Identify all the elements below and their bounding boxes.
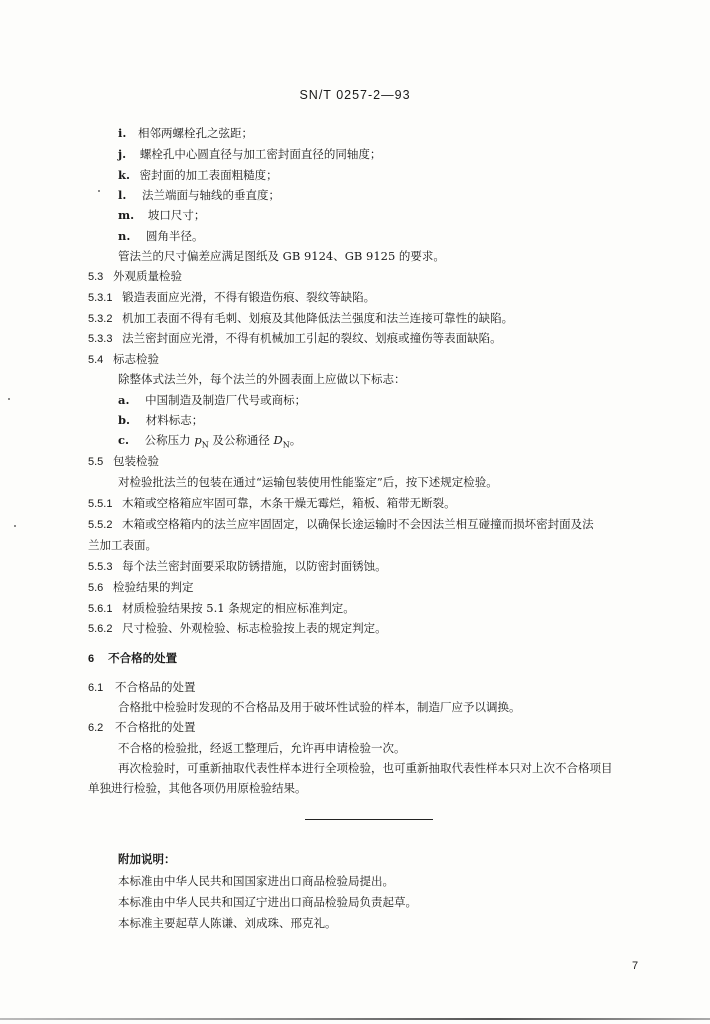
clause-text: 每个法兰密封面要采取防锈措施，以防密封面锈蚀。: [122, 559, 387, 573]
clause-text: 兰加工表面。: [88, 538, 157, 552]
clause-number: 5.3.2: [88, 313, 113, 325]
clause-number: 5.6.1: [88, 603, 113, 615]
list-label: l.: [118, 188, 127, 202]
section-number: 5.3: [88, 271, 104, 283]
list-text: 螺栓孔中心圆直径与加工密封面直径的同轴度；: [139, 147, 382, 161]
clause-5-3-3: [88, 330, 502, 346]
section-title: 包装检验: [112, 454, 159, 468]
list-text: 中国制造及制造厂代号或商标；: [145, 393, 307, 407]
paragraph-text: 管法兰的尺寸偏差应满足图纸及 GB 9124、GB 9125 的要求。: [118, 249, 445, 263]
notes-title: 附加说明：: [118, 852, 176, 866]
paragraph: [118, 474, 498, 490]
section-number: 6: [88, 653, 95, 665]
clause-number: 5.3.3: [88, 333, 113, 345]
clause-5-6-1: [88, 600, 355, 616]
paragraph-continuation: [88, 780, 307, 796]
list-label: a.: [118, 393, 130, 407]
clause-number: 5.5.3: [88, 561, 113, 573]
paragraph: [118, 740, 406, 756]
list-label: c.: [118, 433, 130, 447]
section-heading-6-1: [88, 679, 195, 695]
list-item-m: [118, 207, 205, 223]
clause-number: 5.5.1: [88, 498, 113, 510]
list-item-b: [118, 412, 203, 428]
paragraph-text: 对检验批法兰的包装在通过“运输包装使用性能鉴定”后，按下述规定检验。: [118, 475, 498, 489]
section-title: 外观质量检验: [112, 269, 182, 283]
list-label: b.: [118, 413, 131, 427]
clause-text: 法兰密封面应光滑，不得有机械加工引起的裂纹、划痕或撞伤等表面缺陷。: [122, 331, 502, 345]
paragraph: [118, 699, 521, 715]
list-label: j.: [118, 147, 127, 161]
paragraph-text: 单独进行检验，其他各项仍用原检验结果。: [88, 781, 307, 795]
list-item-i: [118, 125, 253, 141]
clause-text: 木箱或空格箱内的法兰应牢固固定，以确保长途运输时不会因法兰相互碰撞而损坏密封面及法: [122, 517, 594, 531]
paragraph-text: 除整体式法兰外，每个法兰的外圆表面上应做以下标志：: [118, 372, 406, 386]
clause-number: 5.3.1: [88, 292, 113, 304]
list-label: i.: [118, 126, 127, 140]
paragraph: [118, 760, 613, 776]
clause-continuation: [88, 537, 157, 553]
list-text: 密封面的加工表面粗糙度；: [139, 168, 278, 182]
clause-number: 5.5.2: [88, 519, 113, 531]
list-item-c: [118, 432, 301, 448]
section-title: 不合格品的处置: [114, 680, 196, 694]
paragraph: [118, 248, 445, 264]
clause-number: 5.6.2: [88, 623, 113, 635]
list-label: n.: [118, 229, 131, 243]
section-heading-5-4: [88, 351, 159, 367]
clause-text: 锻造表面应光滑，不得有锻造伤痕、裂纹等缺陷。: [122, 290, 376, 304]
page-number: 7: [632, 960, 639, 972]
scan-speck: [14, 525, 16, 527]
paragraph: [118, 371, 406, 387]
paragraph-text: 不合格的检验批，经返工整理后，允许再申请检验一次。: [118, 741, 406, 755]
clause-5-3-2: [88, 310, 513, 326]
section-heading-6: [88, 650, 177, 666]
list-text: 材料标志；: [145, 413, 204, 427]
notes-line: 本标准主要起草人陈谦、刘成珠、邢克礼。: [118, 916, 337, 930]
list-item-j: [118, 146, 381, 162]
clause-text: 材质检验结果按 5.1 条规定的相应标准判定。: [122, 601, 355, 615]
list-label: m.: [118, 208, 135, 222]
list-item-n: [118, 228, 204, 244]
section-heading-5-6: [88, 579, 193, 595]
list-text: 圆角半径。: [146, 229, 204, 243]
document-code: SN/T 0257-2—93: [299, 88, 411, 102]
section-title: 标志检验: [112, 352, 159, 366]
end-separator: [305, 819, 433, 820]
scan-speck: [8, 398, 10, 400]
list-item-l: [118, 187, 280, 203]
clause-5-5-1: [88, 495, 456, 511]
list-text: 相邻两螺栓孔之弦距；: [138, 126, 254, 140]
list-item-k: [118, 167, 278, 183]
paragraph-text: 再次检验时，可重新抽取代表性样本进行全项检验，也可重新抽取代表性样本只对上次不合格项目: [118, 761, 613, 775]
section-title: 检验结果的判定: [112, 580, 194, 594]
list-label: k.: [118, 168, 130, 182]
clause-5-5-3: [88, 558, 387, 574]
list-text: 坡口尺寸；: [147, 208, 206, 222]
scan-edge-line: [0, 1018, 710, 1020]
clause-5-3-1: [88, 289, 375, 305]
section-number: 5.4: [88, 354, 104, 366]
document-header: [0, 88, 710, 102]
section-number: 6.1: [88, 682, 104, 694]
clause-text: 机加工表面不得有毛刺、划痕及其他降低法兰强度和法兰连接可靠性的缺陷。: [122, 311, 514, 325]
section-number: 5.5: [88, 456, 104, 468]
list-text: 公称压力 $p_N$ 及公称通径 $D_N$。: [144, 433, 302, 450]
paragraph-text: 合格批中检验时发现的不合格品及用于破坏性试验的样本，制造厂应予以调换。: [118, 700, 521, 714]
section-title: 不合格批的处置: [114, 720, 196, 734]
section-heading-6-2: [88, 719, 195, 735]
notes-line: 本标准由中华人民共和国辽宁进出口商品检验局负责起草。: [118, 895, 417, 909]
section-number: 5.6: [88, 582, 104, 594]
clause-text: 尺寸检验、外观检验、标志检验按上表的规定判定。: [122, 621, 387, 635]
scan-speck: [98, 190, 100, 192]
section-title: 不合格的处置: [108, 651, 178, 665]
clause-text: 木箱或空格箱应牢固可靠，木条干燥无霉烂，箱板、箱带无断裂。: [122, 496, 456, 510]
list-item-a: [118, 392, 306, 408]
clause-5-6-2: [88, 620, 387, 636]
list-text: 法兰端面与轴线的垂直度；: [142, 188, 281, 202]
notes-line: 本标准由中华人民共和国国家进出口商品检验局提出。: [118, 874, 394, 888]
section-number: 6.2: [88, 722, 104, 734]
clause-5-5-2: [88, 516, 594, 532]
section-heading-5-3: [88, 268, 182, 284]
section-heading-5-5: [88, 453, 159, 469]
